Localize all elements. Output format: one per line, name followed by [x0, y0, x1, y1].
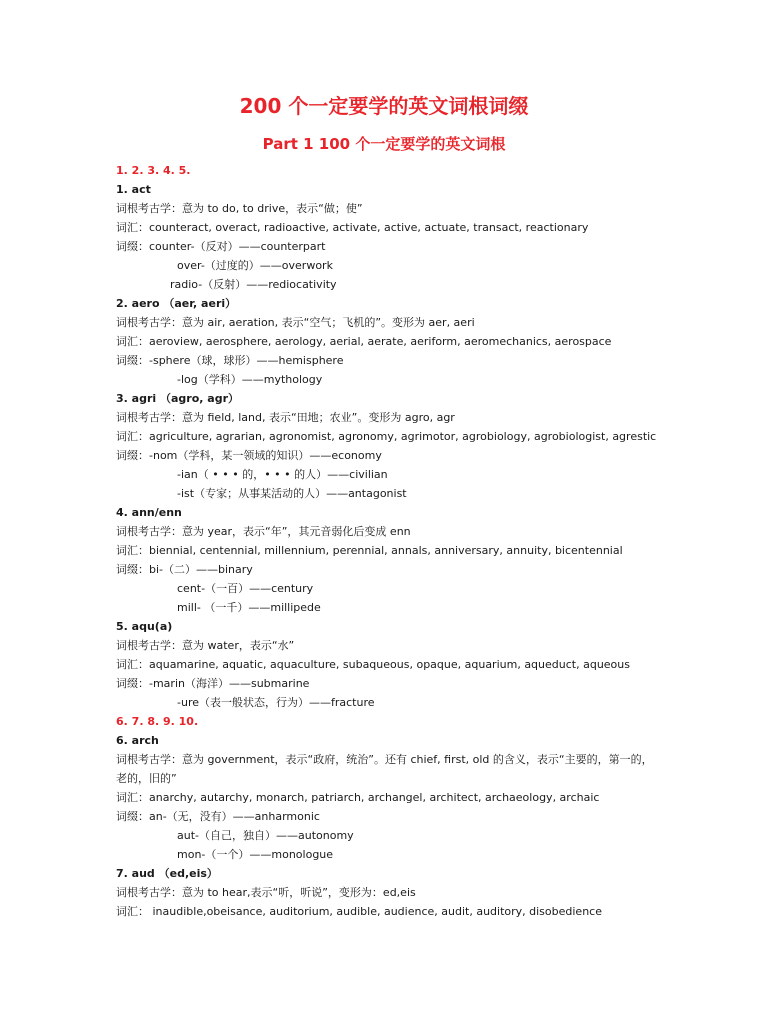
root-heading: 6. arch	[116, 734, 159, 747]
text-line: -log（学科）——mythology	[177, 373, 323, 386]
text-line: -ian（ • • • 的，• • • 的人）——civilian	[177, 468, 388, 481]
text-line: 词缀：-sphere（球，球形）——hemisphere	[116, 354, 344, 367]
text-line: 词根考古学：意为 to hear,表示“听，听说”，变形为：ed,eis	[116, 886, 416, 899]
text-line: 词汇：counteract, overact, radioactive, activate, active, actuate, transact, reactionary	[116, 221, 589, 234]
text-line: 词汇：biennial, centennial, millennium, perennial, annals, anniversary, annuity, bicentennial	[116, 544, 623, 557]
text-line: mill- （一千）——millipede	[177, 601, 321, 614]
text-line: 词汇：aquamarine, aquatic, aquaculture, subaqueous, opaque, aquarium, aqueduct, aqueous	[116, 658, 630, 671]
text-line: mon-（一个）——monologue	[177, 848, 334, 861]
root-heading: 4. ann/enn	[116, 506, 182, 519]
text-line: 词缀：bi-（二）——binary	[116, 563, 253, 576]
text-line: 词缀：an-（无，没有）——anharmonic	[116, 810, 320, 823]
text-line: 词根考古学：意为 to do, to drive，表示“做；使”	[116, 202, 363, 215]
root-heading: 2. aero （aer, aeri）	[116, 297, 237, 310]
text-line: 词根考古学：意为 air, aeration, 表示“空气；飞机的”。变形为 aer, aeri	[116, 316, 475, 329]
section-range-label: 6. 7. 8. 9. 10.	[116, 715, 199, 728]
text-line: -ist（专家；从事某活动的人）——antagonist	[177, 487, 407, 500]
page-title: 200 个一定要学的英文词根词缀	[239, 94, 529, 118]
root-heading: 7. aud （ed,eis）	[116, 867, 218, 880]
text-line: 词根考古学：意为 government，表示“政府，统治”。还有 chief, first, old 的含义，表示“主要的，第一的，老的，旧的”	[116, 753, 653, 785]
text-line: over-（过度的）——overwork	[177, 259, 333, 272]
text-line: aut-（自己，独自）——autonomy	[177, 829, 354, 842]
text-line: 词汇：aeroview, aerosphere, aerology, aerial, aerate, aeriform, aeromechanics, aerospace	[116, 335, 612, 348]
root-heading: 1. act	[116, 183, 151, 196]
text-line: radio-（反射）——rediocativity	[170, 278, 337, 291]
page-subtitle: Part 1 100 个一定要学的英文词根	[262, 135, 506, 153]
text-line: 词缀：-nom（学科，某一领域的知识）——economy	[116, 449, 382, 462]
text-line: -ure（表一般状态，行为）——fracture	[177, 696, 375, 709]
text-line: 词根考古学：意为 field, land, 表示“田地；农业”。变形为 agro, agr	[116, 411, 455, 424]
text-line: 词缀：-marin（海洋）——submarine	[116, 677, 310, 690]
text-line: cent-（一百）——century	[177, 582, 314, 595]
text-line: 词汇： inaudible,obeisance, auditorium, audible, audience, audit, auditory, disobedience	[116, 905, 602, 918]
root-heading: 5. aqu(a)	[116, 620, 173, 633]
text-line: 词缀：counter-（反对）——counterpart	[116, 240, 326, 253]
section-range-label: 1. 2. 3. 4. 5.	[116, 164, 191, 177]
document-body	[116, 161, 656, 921]
root-heading: 3. agri （agro, agr）	[116, 392, 239, 405]
text-line: 词根考古学：意为 year，表示“年”，其元音弱化后变成 enn	[116, 525, 411, 538]
text-line: 词根考古学：意为 water，表示“水”	[116, 639, 295, 652]
text-line: 词汇：agriculture, agrarian, agronomist, agronomy, agrimotor, agrobiology, agrobiologist, agrestic	[116, 430, 657, 443]
text-line: 词汇：anarchy, autarchy, monarch, patriarch, archangel, architect, archaeology, archaic	[116, 791, 600, 804]
